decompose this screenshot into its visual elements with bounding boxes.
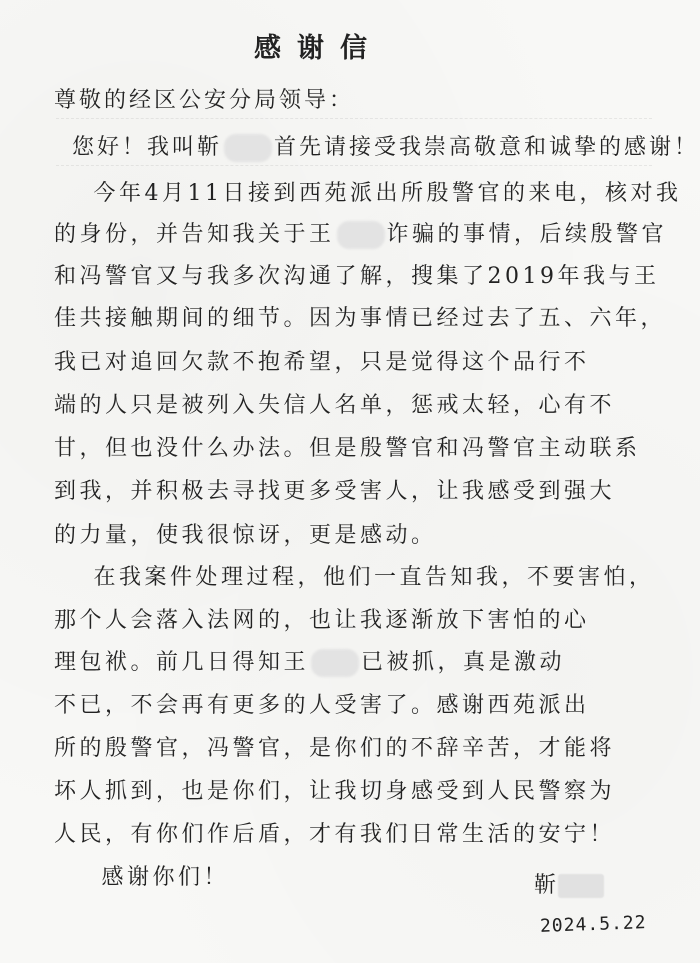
body-line-16: 人民，有你们作后盾，才有我们日常生活的安宁！ [54,822,616,847]
greeting-line [72,130,699,162]
body-line-12 [54,645,565,677]
body-line-12-text: 理包袱。前几日得知王 [54,650,310,675]
body-line-17: 感谢你们！ [76,865,230,890]
body-line-5: 我已对追回欠款不抱希望，只是觉得这个品行不 [54,350,590,375]
greeting-text-before: 您好！我叫靳 [72,135,223,160]
redacted-signature [558,874,604,898]
body-line-6: 端的人只是被列入失信人名单，惩戒太轻，心有不 [54,393,616,418]
redacted-name [311,649,359,677]
redacted-name [224,134,272,162]
signature [534,868,604,899]
body-line-15: 坏人抓到，也是你们，让我切身感受到人民警察为 [54,779,616,804]
letter-title: 感谢信 [254,33,383,64]
body-line-1: 今年4月11日接到西苑派出所殷警官的来电，核对我 [68,181,682,206]
salutation: 尊敬的经区公安分局领导： [54,88,355,113]
body-line-4: 佳共接触期间的细节。因为事情已经过去了五、六年， [54,306,667,331]
body-line-9: 的力量，使我很惊讶，更是感动。 [54,523,437,548]
rule-line [56,165,652,166]
body-line-2-suffix: 诈骗的事情，后续殷警官 [386,222,668,247]
body-line-13: 不已，不会再有更多的人受害了。感谢西苑派出 [54,693,590,718]
body-line-10: 在我案件处理过程，他们一直告知我，不要害怕， [68,565,655,590]
body-line-2 [54,217,667,249]
rule-line [56,118,652,119]
greeting-text-after: 首先请接受我崇高敬意和诚挚的感谢！ [274,135,700,160]
body-line-2-text: 的身份，并告知我关于王 [54,222,335,247]
body-line-11: 那个人会落入法网的，也让我逐渐放下害怕的心 [54,608,590,633]
body-line-8: 到我，并积极去寻找更多受害人，让我感受到强大 [54,479,616,504]
body-line-14: 所的殷警官，冯警官，是你们的不辞辛苦，才能将 [54,736,616,761]
body-line-3: 和冯警官又与我多次沟通了解，搜集了2019年我与王 [54,264,660,289]
body-line-7: 甘，但也没什么办法。但是殷警官和冯警官主动联系 [54,436,641,461]
body-line-12-suffix: 已被抓，真是激动 [361,650,566,675]
signature-text: 靳 [534,873,557,898]
redacted-name [337,221,385,249]
letter-date: 2024.5.22 [539,912,647,937]
